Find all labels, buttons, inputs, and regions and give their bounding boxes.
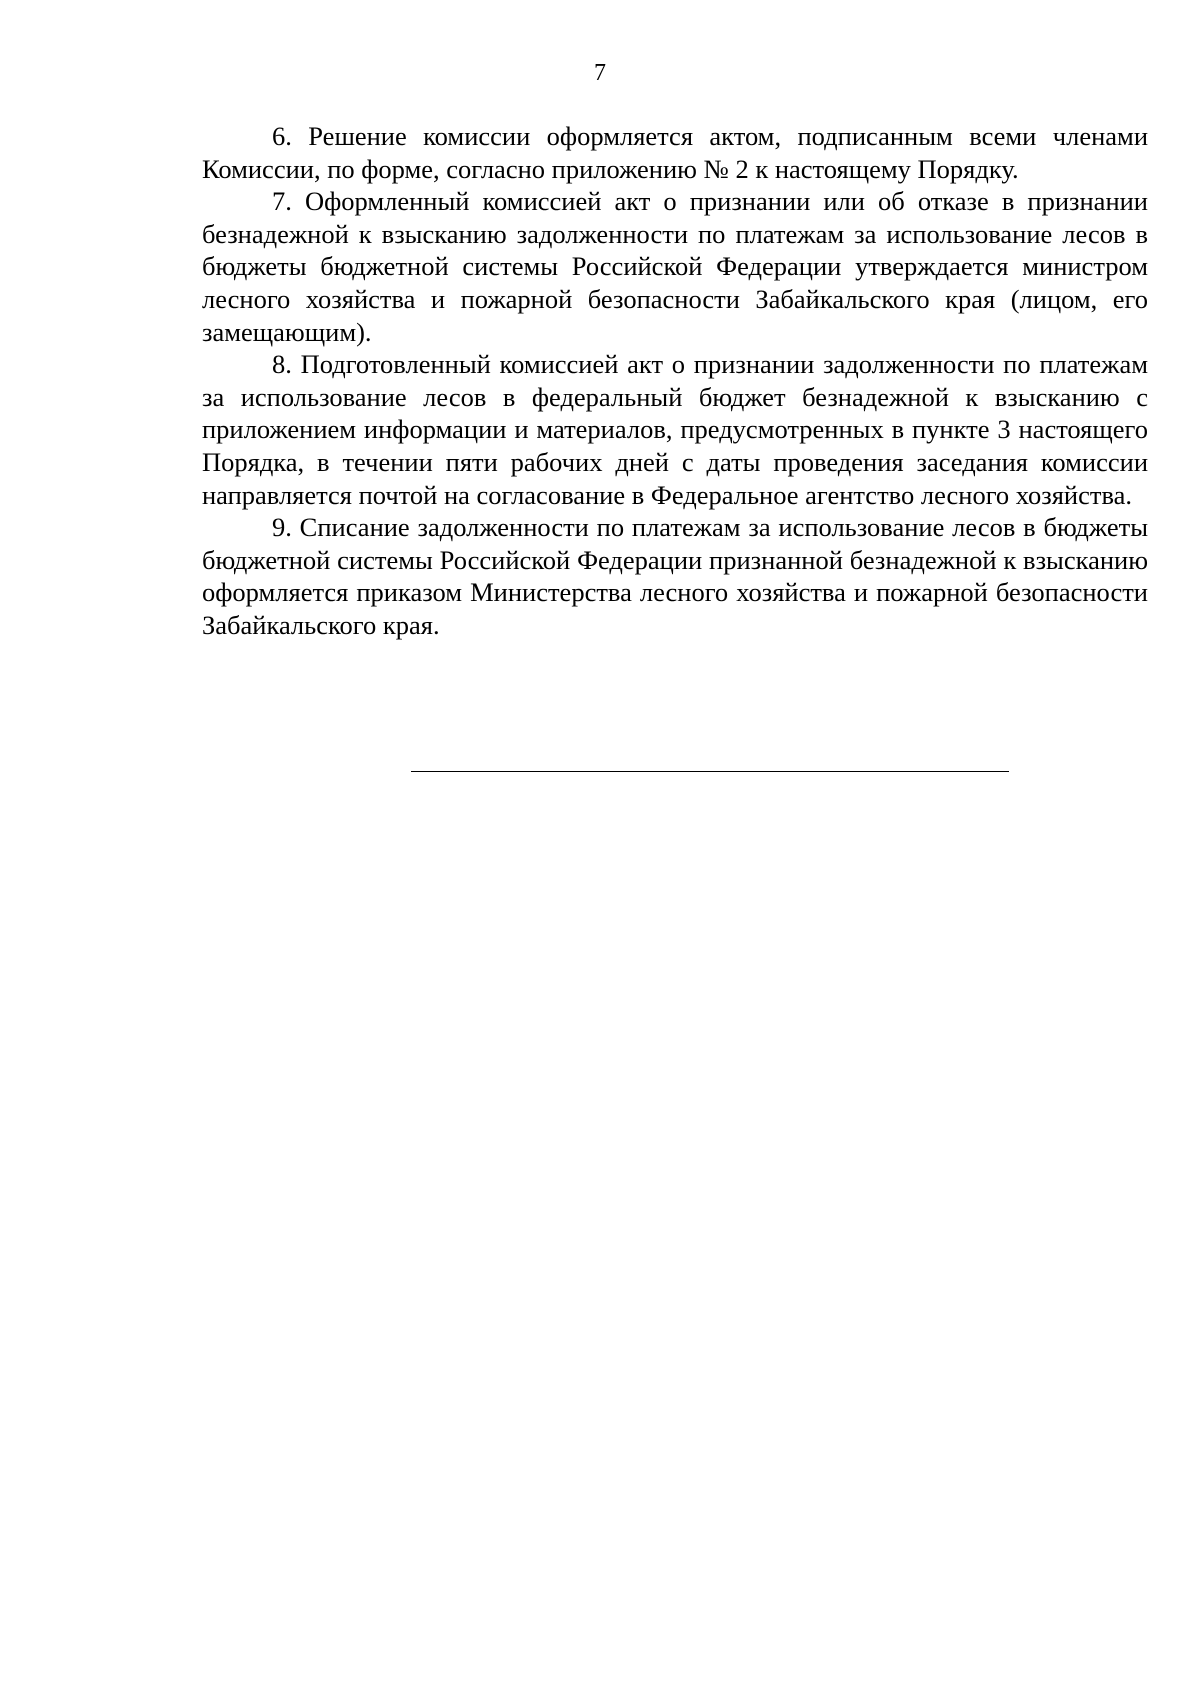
end-of-document-rule — [411, 771, 1009, 772]
document-body — [202, 120, 1148, 642]
paragraph-9: 9. Списание задолженности по платежам за использование лесов в бюджеты бюджетной системы Российской Федерации признанной безнадежной к взысканию оформляется приказом Министерства лесного хозяйства и пожарной безопасности Забайкальского края. — [202, 512, 1148, 640]
paragraph-6: 6. Решение комиссии оформляется актом, подписанным всеми членами Комиссии, по форме, согласно приложению № 2 к настоящему Порядку. — [202, 121, 1148, 184]
paragraph-8: 8. Подготовленный комиссией акт о признании задолженности по платежам за использование лесов в федеральный бюджет безнадежной к взысканию с приложением информации и материалов, предусмотренных в пункте 3 настоящего Порядка, в течении пяти рабочих дней с даты проведения заседания комиссии направляется почтой на согласование в Федеральное агентство лесного хозяйства. — [202, 349, 1148, 510]
page-number: 7 — [594, 60, 606, 86]
paragraph-7: 7. Оформленный комиссией акт о признании или об отказе в признании безнадежной к взысканию задолженности по платежам за использование лесов в бюджеты бюджетной системы Российской Федерации утверждается министром лесного хозяйства и пожарной безопасности Забайкальского края (лицом, его замещающим). — [202, 186, 1148, 347]
